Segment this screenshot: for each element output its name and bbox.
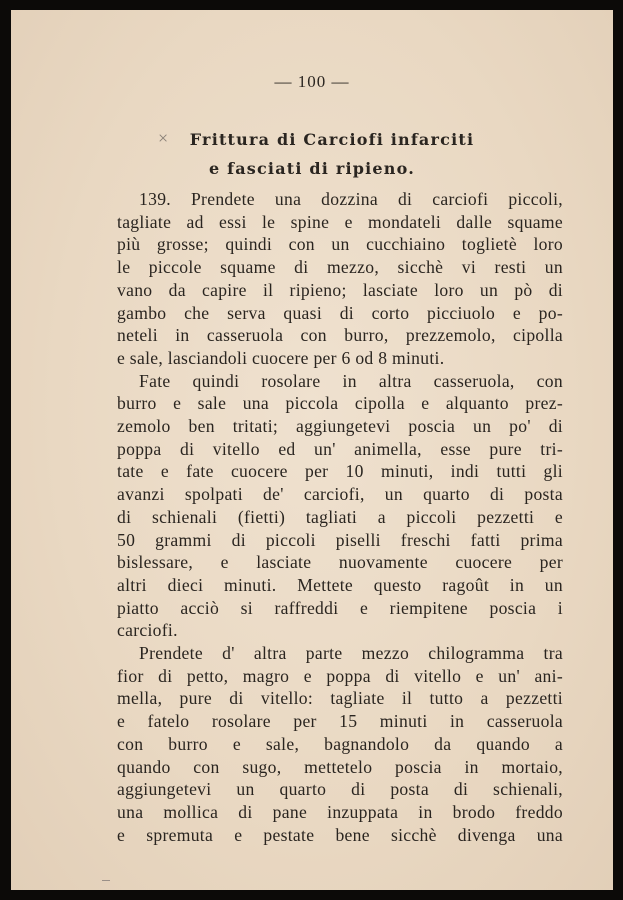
footer-dash <box>102 880 110 881</box>
body-line: e sale, lasciandoli cuocere per 6 od 8 minuti. <box>117 347 445 368</box>
body-line: gambo che serva quasi di corto picciuolo e po- <box>117 302 563 323</box>
body-line: e fatelo rosolare per 15 minuti in casseruola <box>117 711 563 732</box>
body-line: avanzi spolpati de' carciofi, un quarto di posta <box>117 484 563 505</box>
body-line: bislessare, e lasciate nuovamente cuocere per <box>117 552 563 573</box>
body-line: tate e fate cuocere per 10 minuti, indi tutti gli <box>117 461 563 482</box>
body-line: di schienali (fietti) tagliati a piccoli pezzetti e <box>117 506 563 527</box>
body-line: e spremuta e pestate bene sicchè divenga una <box>117 824 563 845</box>
body-line: tagliate ad essi le spine e mondateli dalle squame <box>117 211 563 232</box>
body-line: Prendete d' altra parte mezzo chilogramma tra <box>139 643 563 664</box>
recipe-title-line-2: e fasciati di ripieno. <box>208 159 416 178</box>
body-line: zemolo ben tritati; aggiungetevi poscia un po' di <box>117 416 563 437</box>
body-line: quando con sugo, mettetelo poscia in mortaio, <box>117 756 563 777</box>
body-line: aggiungetevi un quarto di posta di schienali, <box>117 779 563 800</box>
recipe-title-line-1: Frittura di Carciofi infarciti <box>189 130 475 149</box>
body-line: 139. Prendete una dozzina di carciofi piccoli, <box>139 189 563 209</box>
body-line: le piccole squame di mezzo, sicchè vi resti un <box>117 257 563 278</box>
recipe-body <box>117 188 563 846</box>
body-line: 50 grammi di piccoli piselli freschi fatti prima <box>117 529 563 550</box>
body-line: altri dieci minuti. Mettete questo ragoût in un <box>117 574 563 595</box>
body-line: più grosse; quindi con un cucchiaino toglietè loro <box>117 234 563 255</box>
body-line: poppa di vitello ed un' animella, esse pure tri- <box>117 438 563 459</box>
body-line: mella, pure di vitello: tagliate il tutto a pezzetti <box>117 688 563 709</box>
body-line: carciofi. <box>117 620 178 641</box>
page-number: — 100 — <box>274 72 350 91</box>
body-line: fior di petto, magro e poppa di vitello e un' ani- <box>117 665 563 686</box>
body-line: Fate quindi rosolare in altra casseruola, con <box>139 370 563 391</box>
body-line: neteli in casseruola con burro, prezzemolo, cipolla <box>117 325 563 346</box>
body-line: vano da capire il ripieno; lasciate loro un pò di <box>117 279 563 300</box>
body-line: burro e sale una piccola cipolla e alquanto prez- <box>117 393 563 414</box>
body-line: con burro e sale, bagnandolo da quando a <box>117 733 563 754</box>
book-page <box>11 10 613 890</box>
body-line: una mollica di pane inzuppata in brodo freddo <box>117 801 563 822</box>
margin-mark: × <box>158 128 169 148</box>
body-line: piatto acciò si raffreddi e riempitene poscia i <box>117 597 563 618</box>
